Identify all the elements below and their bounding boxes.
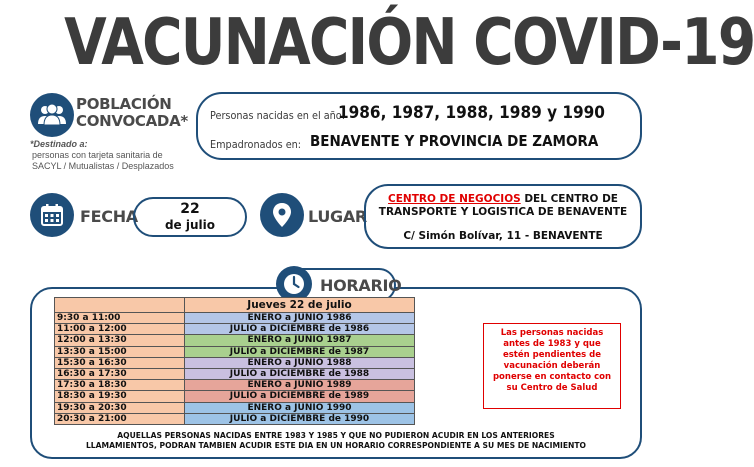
location-pin-icon (260, 193, 304, 237)
horario-heading: HORARIO (320, 276, 402, 295)
birth-period-cell: JULIO a DICIEMBRE de 1990 (185, 413, 415, 424)
table-row (55, 368, 415, 379)
poblacion-heading-line2: CONVOCADA* (76, 112, 188, 130)
birth-period-cell: JULIO a DICIEMBRE de 1989 (185, 391, 415, 402)
birth-period-cell: ENERO a JUNIO 1990 (185, 402, 415, 413)
time-cell: 15:30 a 16:30 (55, 357, 185, 368)
table-row (55, 402, 415, 413)
birth-year-label: Personas nacidas en el año: (210, 109, 345, 122)
time-cell: 20:30 a 21:00 (55, 413, 185, 424)
poblacion-heading (76, 96, 186, 130)
center-rest: DEL CENTRO DE (520, 193, 618, 205)
lugar-heading: LUGAR (308, 207, 367, 226)
destination-note-label: *Destinado a: (30, 139, 88, 149)
fecha-day: 22 (180, 201, 200, 217)
table-row (55, 346, 415, 357)
lugar-address: C/ Simón Bolívar, 11 - BENAVENTE (403, 230, 603, 242)
table-row (55, 313, 415, 324)
time-cell: 12:00 a 13:30 (55, 335, 185, 346)
table-row (55, 413, 415, 424)
table-row (55, 324, 415, 335)
registered-value: BENAVENTE Y PROVINCIA DE ZAMORA (310, 132, 599, 150)
birth-period-cell: ENERO a JUNIO 1988 (185, 357, 415, 368)
schedule-header-blank (55, 298, 185, 313)
time-cell: 18:30 a 19:30 (55, 391, 185, 402)
time-cell: 11:00 a 12:00 (55, 324, 185, 335)
time-cell: 19:30 a 20:30 (55, 402, 185, 413)
time-cell: 13:30 a 15:00 (55, 346, 185, 357)
lugar-line2: TRANSPORTE Y LOGISTICA DE BENAVENTE (378, 206, 628, 218)
birth-period-cell: ENERO a JUNIO 1987 (185, 335, 415, 346)
table-row (55, 380, 415, 391)
fecha-box (133, 197, 247, 237)
birth-period-cell: JULIO a DICIEMBRE de 1987 (185, 346, 415, 357)
table-row (55, 391, 415, 402)
lugar-box (364, 184, 642, 249)
footer-note (66, 431, 606, 451)
destination-note (30, 139, 200, 172)
schedule-table (54, 297, 415, 425)
birth-period-cell: JULIO a DICIEMBRE de 1986 (185, 324, 415, 335)
footer-note-line2: LLAMAMIENTOS, PODRAN TAMBIEN ACUDIR ESTE DIA EN UN HORARIO CORRESPONDIENTE A SU MES DE NACIMIENTO (85, 441, 587, 450)
page-title: VACUNACIÓN COVID-19 (64, 6, 754, 80)
schedule-header-row (55, 298, 415, 313)
table-row (55, 357, 415, 368)
poblacion-heading-line1: POBLACIÓN (76, 95, 172, 113)
registered-label: Empadronados en: (210, 138, 302, 151)
schedule-header: Jueves 22 de julio (185, 298, 415, 313)
center-link[interactable]: CENTRO DE NEGOCIOS (388, 193, 521, 205)
table-row (55, 335, 415, 346)
birth-period-cell: JULIO a DICIEMBRE de 1988 (185, 368, 415, 379)
time-cell: 17:30 a 18:30 (55, 380, 185, 391)
fecha-heading: FECHA (80, 207, 138, 226)
birth-period-cell: ENERO a JUNIO 1989 (185, 380, 415, 391)
older-people-note: Las personas nacidas antes de 1983 y que estén pendientes de vacunación deberán ponerse en contacto con su Centro de Salud (483, 323, 621, 409)
calendar-icon (30, 193, 74, 237)
people-icon (30, 93, 74, 137)
lugar-line1 (366, 193, 640, 206)
fecha-month: de julio (164, 218, 216, 232)
footer-note-line1: AQUELLAS PERSONAS NACIDAS ENTRE 1983 Y 1985 Y QUE NO PUDIERON ACUDIR EN LOS ANTERIORES (117, 431, 555, 440)
birth-years-value: 1986, 1987, 1988, 1989 y 1990 (338, 103, 605, 123)
time-cell: 16:30 a 17:30 (55, 368, 185, 379)
time-cell: 9:30 a 11:00 (55, 313, 185, 324)
destination-note-text: personas con tarjeta sanitaria de SACYL / Mutualistas / Desplazados (32, 150, 174, 171)
birth-period-cell: ENERO a JUNIO 1986 (185, 313, 415, 324)
poblacion-box (196, 92, 642, 160)
